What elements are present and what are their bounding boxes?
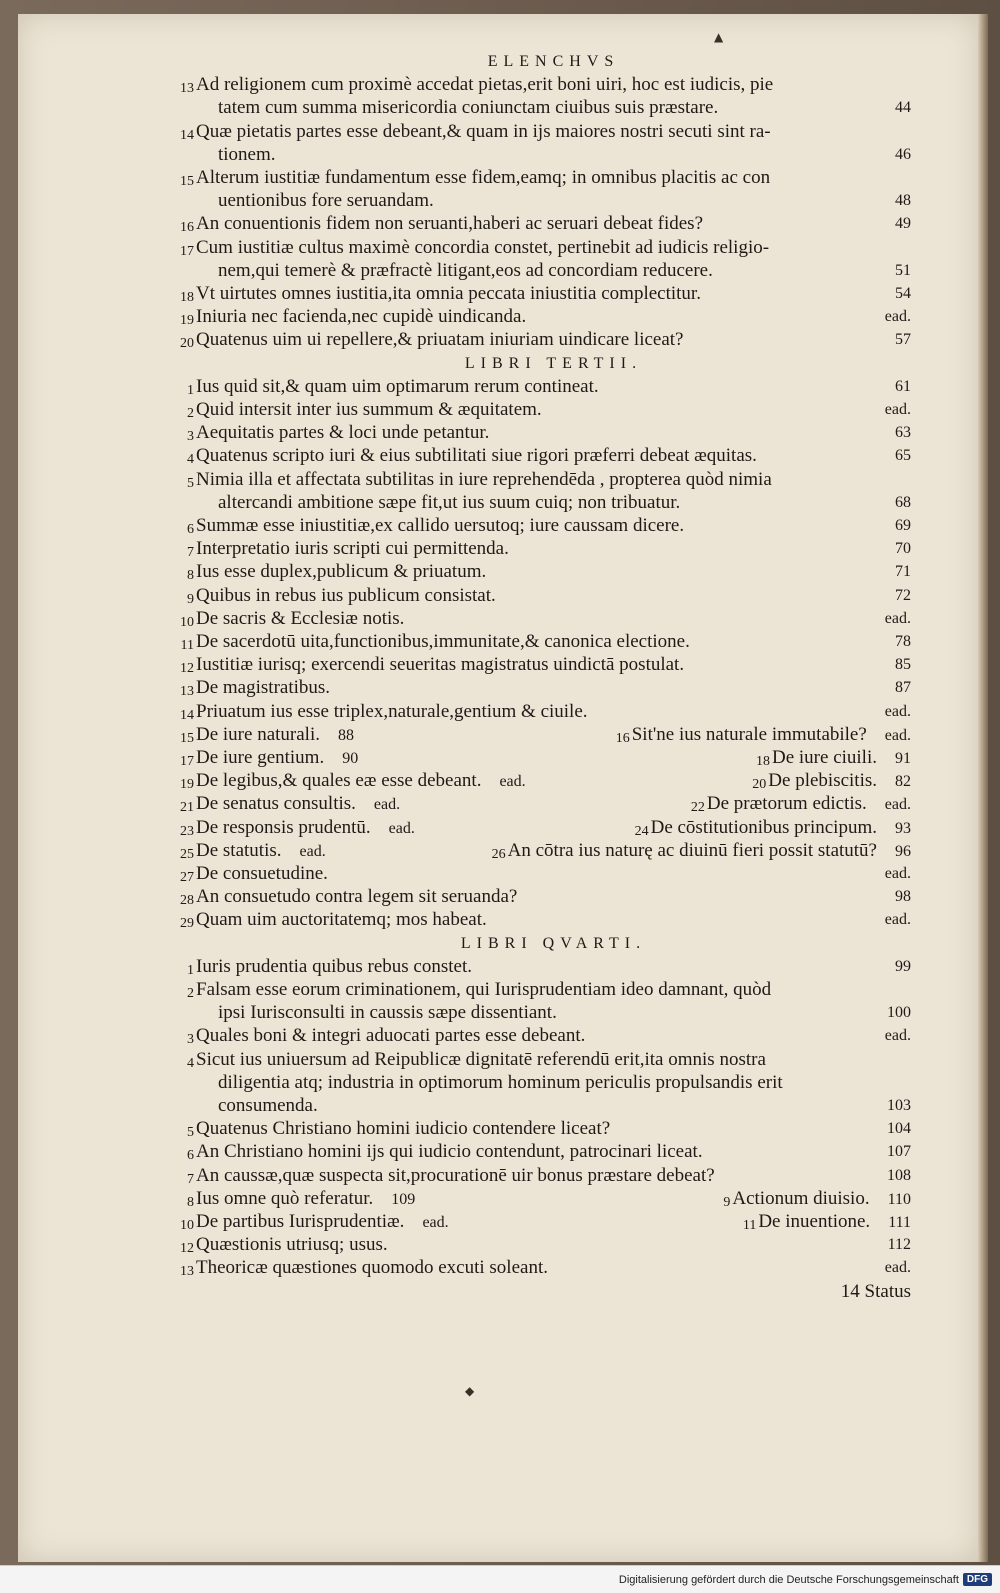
entry-number: 7	[187, 1171, 194, 1187]
entry-text: Actionum diuisio.	[732, 1187, 870, 1209]
index-entry	[187, 421, 911, 445]
entry-text: Falsam esse eorum criminationem, qui Iurisprudentiam ideo damnant, quòd	[196, 978, 772, 1000]
entry-text: tatem cum summa misericordia coniunctam ciuibus suis præstare.	[218, 97, 719, 119]
page-reference: 78	[895, 633, 911, 651]
index-entry	[180, 816, 415, 840]
entry-number: 24	[634, 823, 649, 839]
entry-number: 29	[180, 916, 194, 932]
page-reference: 98	[895, 888, 911, 906]
index-entry	[742, 1210, 911, 1234]
entry-number: 14	[180, 707, 194, 723]
entry-number: 6	[187, 1148, 194, 1164]
page-reference: 85	[895, 656, 911, 674]
entry-number: 5	[187, 1125, 194, 1141]
entry-text: Sit'ne ius naturale immutabile?	[631, 723, 867, 745]
entry-text: Iustitiæ iurisq; exercendi seueritas magistratus uindictā postulat.	[196, 654, 685, 676]
entry-text: Quibus in rebus ius publicum consistat.	[196, 584, 496, 606]
page-reference: ead.	[884, 702, 911, 720]
entry-text: De iure naturali.	[196, 723, 320, 745]
index-entry	[752, 769, 911, 793]
page-reference: 49	[895, 215, 911, 233]
index-text	[180, 50, 911, 1303]
entry-text: De partibus Iurisprudentiæ.	[196, 1211, 405, 1232]
index-entry	[180, 120, 911, 166]
page-reference: 51	[895, 261, 911, 279]
index-entry	[723, 1187, 911, 1211]
index-entry	[180, 862, 911, 885]
entry-text: Ius esse duplex,publicum & priuatum.	[196, 561, 487, 583]
entry-text: Iuris prudentia quibus rebus constet.	[196, 955, 472, 977]
digitization-footer	[0, 1565, 1000, 1593]
entry-text: consumenda.	[218, 1095, 318, 1116]
ink-mark: ▲	[714, 30, 724, 44]
entry-text: Aequitatis partes & loci unde petantur.	[196, 422, 490, 444]
index-entry	[690, 792, 911, 816]
page-reference: 69	[895, 517, 911, 535]
entry-text: An consuetudo contra legem sit seruanda?	[196, 886, 518, 908]
entry-number: 1	[187, 962, 194, 978]
entry-number: 4	[187, 452, 194, 468]
entry-text: De senatus consultis.	[196, 793, 356, 815]
page-reference: 88	[337, 726, 354, 744]
page-reference: ead.	[884, 726, 911, 744]
entry-number: 26	[491, 846, 506, 862]
entry-number: 8	[187, 1194, 194, 1210]
index-entry	[187, 375, 911, 398]
entry-text: Quæstionis utriusq; usus.	[196, 1234, 388, 1256]
entry-text: De sacerdotū uita,functionibus,immunitate,& canonica electione.	[196, 631, 690, 653]
index-entry	[187, 514, 911, 538]
index-block-book-three-end	[180, 862, 911, 932]
index-entry	[180, 1256, 911, 1280]
dfg-logo: DFG	[963, 1573, 992, 1586]
entry-number: 19	[180, 777, 194, 793]
entry-number: 27	[180, 869, 194, 885]
page-reference: 46	[895, 145, 911, 163]
index-rows-book-four	[180, 1187, 911, 1233]
entry-text: An conuentionis fidem non seruanti,haberi ac seruari debeat fides?	[196, 213, 704, 235]
entry-number: 9	[187, 591, 194, 607]
index-entry	[180, 746, 359, 770]
page-edge	[978, 14, 988, 1562]
entry-number: 4	[187, 1055, 194, 1071]
page-reference: 110	[887, 1190, 911, 1208]
entry-number: 18	[756, 754, 770, 770]
index-row	[180, 1210, 911, 1233]
entry-number: 12	[180, 1241, 194, 1257]
page-reference: ead.	[388, 819, 415, 837]
entry-text: Ius quid sit,& quam uim optimarum rerum contineat.	[196, 375, 599, 397]
entry-text: diligentia atq; industria in optimorum hominum periculis propulsandis erit	[218, 1071, 783, 1093]
section-heading-quarti: LIBRI QVARTI.	[460, 934, 647, 952]
entry-text: De responsis prudentū.	[196, 816, 371, 838]
entry-text: De plebiscitis.	[768, 770, 877, 792]
entry-number: 13	[180, 684, 194, 700]
index-entry	[187, 955, 911, 978]
index-entry	[187, 1164, 911, 1187]
index-entry	[187, 1140, 911, 1164]
page-reference: ead.	[373, 796, 401, 814]
entry-text: De iure ciuili.	[772, 747, 877, 769]
page-reference: 111	[888, 1214, 911, 1231]
page-reference: 96	[895, 842, 911, 860]
entry-number: 16	[180, 220, 194, 236]
catchword: 14 Status	[840, 1280, 911, 1302]
page-reference: ead.	[884, 1027, 911, 1045]
entry-number: 8	[187, 568, 194, 584]
page-reference: 57	[895, 331, 911, 349]
entry-number: 23	[180, 823, 194, 839]
index-entry	[187, 978, 911, 1024]
entry-number: 20	[180, 336, 194, 352]
entry-number: 13	[180, 1264, 194, 1280]
entry-number: 17	[180, 754, 194, 770]
entry-number: 10	[180, 1218, 194, 1233]
page-reference: ead.	[499, 773, 526, 791]
entry-text: Quæ pietatis partes esse debeant,& quam in ijs maiores nostri secuti sint ra-	[196, 120, 771, 142]
entry-number: 17	[180, 243, 194, 259]
page-reference: 87	[895, 679, 911, 697]
entry-text: Iniuria nec facienda,nec cupidè uindicanda.	[196, 306, 527, 328]
footer-credit: Digitalisierung gefördert durch die Deutsche Forschungsgemeinschaft	[618, 1573, 959, 1586]
index-entry	[180, 839, 326, 863]
page-reference: ead.	[422, 1214, 449, 1231]
entry-number: 13	[180, 81, 194, 97]
entry-number: 3	[187, 1032, 194, 1048]
entry-number: 5	[187, 475, 194, 491]
entry-text: An cōtra ius naturę ac diuinū fieri possit statutū?	[507, 839, 877, 861]
page-reference: 63	[895, 424, 911, 442]
entry-text: ipsi Iurisconsulti in caussis sæpe dissentiant.	[218, 1002, 557, 1024]
entry-text: Quatenus scripto iuri & eius subtilitati siue rigori præferri debeat æquitas.	[196, 445, 757, 467]
page-reference: 61	[895, 377, 911, 395]
entry-text: An Christiano homini ijs qui iudicio contendunt, patrocinari liceat.	[196, 1141, 703, 1163]
page-reference: 107	[887, 1143, 911, 1161]
entry-text: Priuatum ius esse triplex,naturale,gentium & ciuile.	[196, 700, 588, 722]
entry-text: Vt uirtutes omnes iustitia,ita omnia peccata iniustitia complectitur.	[196, 283, 701, 305]
entry-text: Ius omne quò referatur.	[196, 1187, 374, 1209]
page-reference: 72	[895, 586, 911, 604]
entry-text: De sacris & Ecclesiæ notis.	[196, 607, 405, 629]
page-reference: ead.	[884, 609, 911, 627]
entry-number: 2	[187, 985, 194, 1001]
index-entry	[756, 746, 911, 770]
entry-number: 15	[180, 730, 194, 746]
index-entry	[634, 816, 911, 840]
entry-text: Ad religionem cum proximè accedat pietas,erit boni uiri, hoc est iudicis, pie	[196, 74, 774, 96]
index-entry	[180, 282, 911, 306]
index-entry	[187, 444, 911, 468]
index-entry	[187, 1048, 911, 1118]
index-entry	[187, 1187, 416, 1211]
entry-text: nem,qui temerè & præfractè litigant,eos ad concordiam reducere.	[218, 259, 713, 281]
entry-text: Quales boni & integri aduocati partes esse debeant.	[196, 1025, 586, 1047]
page-reference: 103	[887, 1096, 911, 1114]
page-reference: ead.	[884, 401, 911, 419]
entry-number: 16	[615, 730, 630, 746]
page-reference: ead.	[884, 911, 911, 929]
page-reference: ead.	[884, 308, 911, 326]
index-entry	[180, 723, 354, 747]
index-row	[180, 723, 911, 746]
index-entry	[187, 1024, 911, 1048]
entry-number: 1	[187, 382, 194, 398]
page-reference: 108	[887, 1166, 911, 1184]
entry-text: Quatenus Christiano homini iudicio contendere liceat?	[196, 1118, 611, 1140]
running-head: ELENCHVS	[487, 53, 620, 70]
index-row	[180, 839, 911, 862]
index-entry	[180, 769, 526, 793]
entry-text: tionem.	[218, 143, 276, 165]
page-reference: 100	[887, 1004, 911, 1022]
index-entry	[180, 607, 911, 630]
entry-number: 12	[180, 661, 194, 677]
entry-text: An caussæ,quæ suspecta sit,procurationē uir bonus præstare debeat?	[196, 1164, 715, 1186]
page-reference: 44	[895, 99, 911, 117]
page-reference: 68	[895, 493, 911, 511]
entry-text: De statutis.	[196, 839, 282, 861]
entry-text: altercandi ambitione sæpe fit,ut ius suum cuiq; non tribuatur.	[218, 491, 681, 513]
section-heading-tertii: LIBRI TERTII.	[464, 354, 643, 372]
book-page	[18, 14, 988, 1562]
page-reference: 104	[887, 1120, 911, 1138]
entry-number: 11	[742, 1218, 757, 1233]
ink-mark: ◆	[465, 1384, 475, 1398]
index-row	[180, 769, 911, 793]
entry-text: Theoricæ quæstiones quomodo excuti soleant.	[196, 1257, 548, 1279]
entry-text: De inuentione.	[758, 1211, 871, 1232]
index-entry	[187, 468, 911, 514]
index-entry	[180, 885, 911, 909]
entry-number: 19	[180, 313, 194, 329]
index-entry	[180, 236, 911, 282]
index-row	[187, 1187, 911, 1210]
page-reference: 90	[342, 750, 359, 768]
page-reference: 65	[895, 447, 911, 465]
page-reference: 48	[895, 192, 911, 210]
index-entry	[180, 676, 911, 700]
index-entry	[187, 398, 911, 422]
entry-text: De legibus,& quales eæ esse debeant.	[196, 770, 482, 792]
entry-number: 14	[180, 127, 194, 143]
entry-number: 6	[187, 522, 194, 538]
entry-text: Quid intersit inter ius summum & æquitatem.	[196, 399, 542, 421]
index-block-book-four	[187, 955, 911, 1187]
entry-number: 3	[187, 429, 194, 445]
page-reference: 93	[895, 819, 911, 837]
index-block-book-two	[180, 73, 911, 352]
entry-text: Quam uim auctoritatemq; mos habeat.	[196, 909, 487, 931]
entry-text: Sicut ius uniuersum ad Reipublicæ dignitatē referendū erit,ita omnis nostra	[196, 1048, 766, 1070]
page-reference: 112	[887, 1236, 911, 1254]
index-entry	[187, 584, 911, 607]
index-entry	[187, 537, 911, 561]
index-entry	[180, 1210, 449, 1234]
entry-number: 22	[690, 800, 705, 816]
entry-number: 15	[180, 174, 194, 189]
index-entry	[491, 839, 911, 863]
entry-text: Quatenus uim ui repellere,& priuatam iniuriam uindicare liceat?	[196, 329, 684, 351]
index-entry	[180, 792, 401, 816]
index-entry	[180, 908, 911, 932]
entry-text: Nimia illa et affectata subtilitas in iure reprehendēda , propterea quòd nimia	[196, 468, 772, 490]
page-reference: 91	[895, 750, 911, 768]
entry-number: 2	[187, 406, 194, 422]
index-block-book-four-end	[180, 1233, 911, 1280]
index-block-book-three	[180, 375, 911, 723]
index-row	[180, 746, 911, 770]
index-entry	[180, 166, 911, 212]
index-entry	[180, 305, 911, 329]
entry-number: 7	[187, 545, 194, 561]
index-entry	[180, 630, 911, 654]
index-row	[180, 816, 911, 839]
entry-text: Summæ esse iniustitiæ,ex callido uersutoq; iure caussam dicere.	[196, 515, 685, 537]
index-entry	[180, 328, 911, 352]
index-rows-book-three	[180, 723, 911, 862]
entry-text: De cōstitutionibus principum.	[650, 816, 877, 838]
entry-number: 28	[180, 893, 194, 909]
page-reference: ead.	[884, 1259, 911, 1277]
index-entry	[615, 723, 911, 747]
entry-text: De magistratibus.	[196, 677, 331, 699]
page-reference: 99	[895, 957, 911, 975]
index-entry	[180, 212, 911, 236]
page-reference: 109	[391, 1190, 416, 1208]
page-reference: ead.	[884, 864, 911, 882]
entry-text: Interpretatio iuris scripti cui permittenda.	[196, 538, 509, 560]
index-entry	[187, 560, 911, 584]
entry-text: Alterum iustitiæ fundamentum esse fidem,eamq; in omnibus placitis ac con	[196, 167, 771, 188]
entry-text: uentionibus fore seruandam.	[218, 190, 434, 212]
entry-number: 20	[752, 777, 767, 793]
page-reference: 71	[895, 563, 911, 581]
index-entry	[180, 700, 911, 723]
entry-text: Cum iustitiæ cultus maximè concordia constet, pertinebit ad iudicis religio-	[196, 236, 770, 258]
index-row	[180, 792, 911, 816]
entry-text: De iure gentium.	[196, 747, 325, 769]
page-reference: ead.	[299, 842, 326, 860]
entry-text: De prætorum edictis.	[706, 793, 867, 815]
page-reference: ead.	[884, 796, 911, 814]
index-entry	[180, 1233, 911, 1257]
entry-number: 21	[180, 800, 194, 816]
entry-number: 9	[723, 1194, 731, 1210]
entry-number: 11	[180, 638, 194, 654]
entry-number: 25	[180, 846, 194, 862]
entry-text: De consuetudine.	[196, 862, 328, 884]
page-reference: 70	[895, 540, 911, 558]
entry-number: 18	[180, 290, 194, 306]
index-entry	[180, 73, 911, 119]
entry-number: 10	[180, 614, 194, 630]
index-entry	[180, 653, 911, 677]
page-reference: 54	[895, 285, 911, 303]
index-entry	[187, 1117, 911, 1141]
page-reference: 82	[895, 773, 911, 791]
